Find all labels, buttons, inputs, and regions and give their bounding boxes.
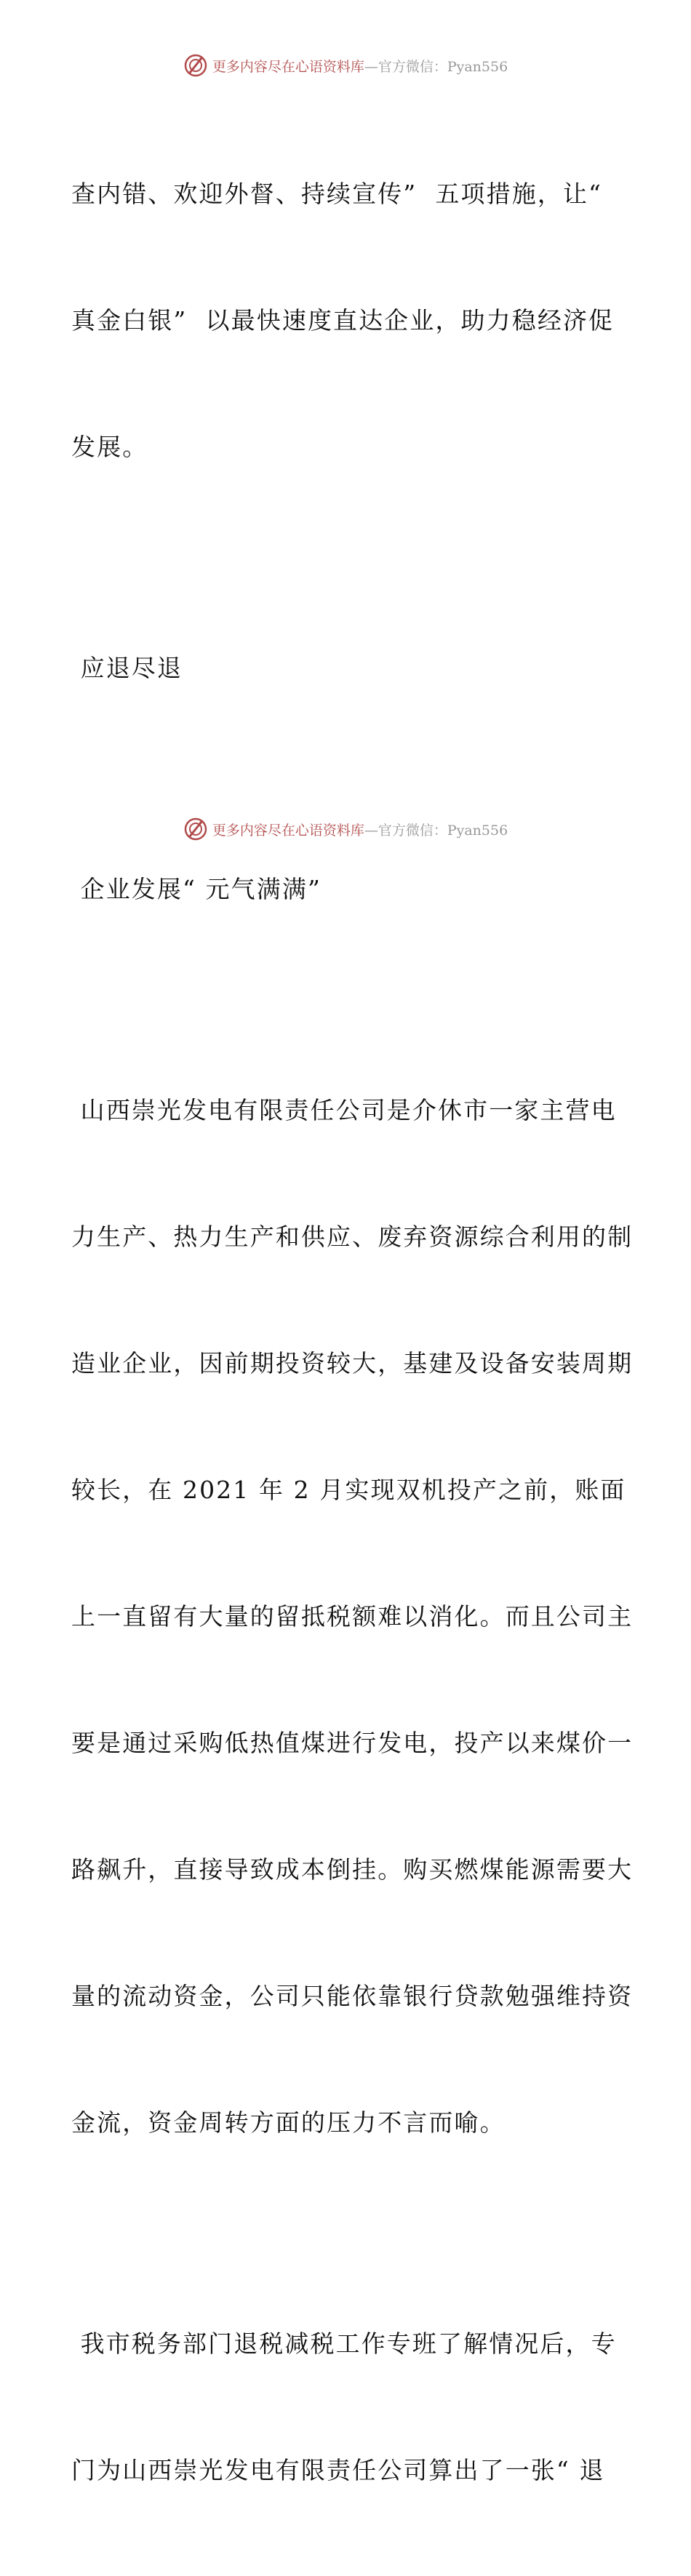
paragraph-2-line: 上一直留有大量的留抵税额难以消化。而且公司主 [71,1602,634,1631]
document-body [71,89,634,2576]
paragraph-2 [71,1005,634,2228]
paragraph-2-line: 山西崇光发电有限责任公司是介休市一家主营电 [71,1096,617,1124]
header-banner-main: 更多内容尽在心语资料库 [212,58,364,75]
paragraph-2-line: 造业企业，因前期投资较大，基建及设备安装周期 [71,1349,634,1377]
paragraph-2-line: 力生产、热力生产和供应、废弃资源综合利用的制 [71,1223,634,1251]
paragraph-3-line: 门为山西崇光发电有限责任公司算出了一张“ 退 [71,2456,605,2484]
footer-banner-text [212,820,508,839]
footer-banner-main: 更多内容尽在心语资料库 [212,822,364,839]
paragraph-3-line: 我市税务部门退税减税工作专班了解情况后，专 [71,2329,617,2358]
section-heading-1-text: 应退尽退 [71,654,183,682]
logo-icon [183,53,208,78]
header-banner [0,51,691,80]
logo-icon [183,817,208,841]
header-banner-text [212,56,508,76]
footer-banner-wechat: —官方微信：Pyan556 [364,822,508,839]
paragraph-2-line: 路飙升，直接导致成本倒挂。购买燃煤能源需要大 [71,1855,634,1884]
paragraph-2-line: 较长，在 2021 年 2 月实现双机投产之前，账面 [71,1476,626,1504]
header-banner-wechat: —官方微信：Pyan556 [364,58,508,75]
section-heading-1 [71,563,624,774]
paragraph-1-line: 查内错、欢迎外督、持续宣传” 五项措施，让“ [71,180,603,208]
paragraph-1 [71,89,624,553]
paragraph-2-line: 量的流动资金，公司只能依靠银行贷款勉强维持资 [71,1982,634,2010]
paragraph-1-line: 真金白银” 以最快速度直达企业，助力稳经济促 [71,306,615,335]
section-heading-2-text: 企业发展“ 元气满满” [71,875,321,903]
paragraph-1-line: 发展。 [71,433,148,461]
paragraph-2-line: 要是通过采购低热值煤进行发电，投产以来煤价一 [71,1729,634,1757]
paragraph-3 [71,2239,624,2576]
footer-banner [0,815,691,844]
paragraph-2-line: 金流，资金周转方面的压力不言而喻。 [71,2108,506,2137]
